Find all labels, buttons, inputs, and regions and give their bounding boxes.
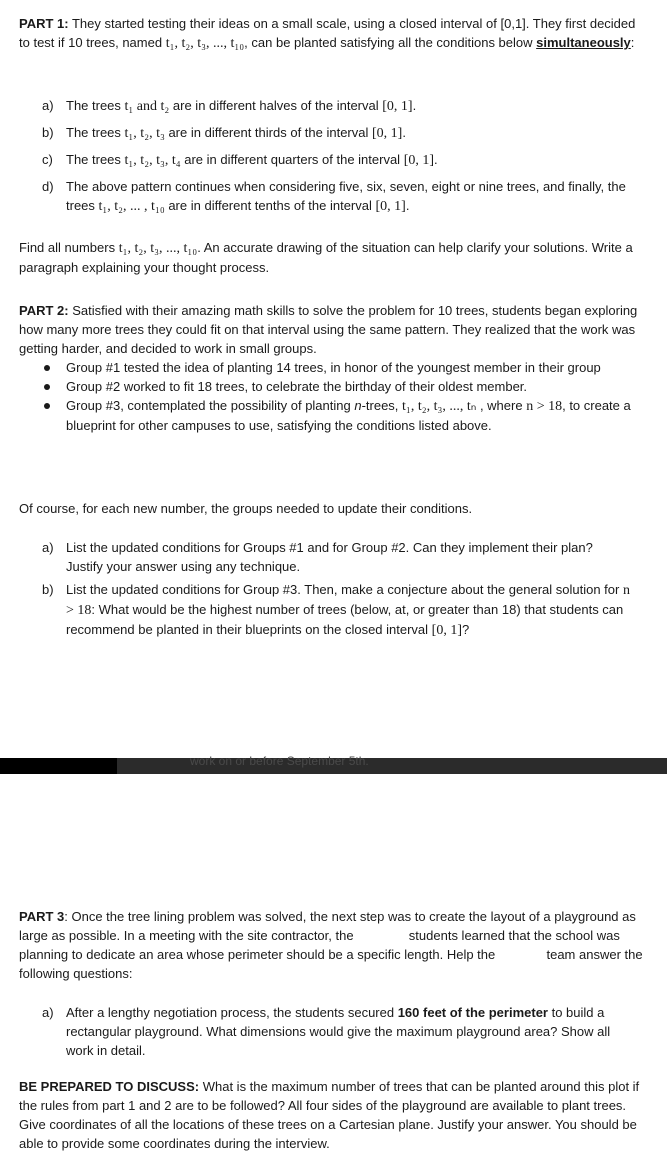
- bullet-icon: [44, 365, 50, 371]
- bullet-icon: [44, 403, 50, 409]
- part2-tasks-list: [42, 538, 632, 647]
- page-separator: [0, 754, 667, 774]
- bullet-icon: [44, 384, 50, 390]
- list-item: c) The trees t₁, t₂, t₃, t₄ are in different quarters of the interval [0, 1].: [42, 152, 438, 168]
- list-item: b) List the updated conditions for Group #3. Then, make a conjecture about the general solution for n > 18: What would be the highest number of trees (below, at, or greater than 18) that students can recommend be planted in their blueprints on the closed interval [0, 1]?: [42, 582, 630, 638]
- part1-intro: PART 1: They started testing their ideas on a small scale, using a closed interval of [0,1]. They first decided to test if 10 trees, named t₁, t₂, t₃, ..., t₁₀, can be planted satisfying all the conditions below simultaneously:: [19, 16, 636, 51]
- part3-intro: PART 3: Once the tree lining problem was solved, the next step was to create the layout of a playground as large as possible. In a meeting with the site contractor, the students learned that the school was planning to dedicate an area whose perimeter should be a specific length. Help the team answer the following questions:: [19, 909, 643, 981]
- trees-sequence: t₁, t₂, t₃, ..., t₁₀: [165, 36, 245, 51]
- page-2: [0, 774, 667, 1173]
- list-item: a) The trees t₁ and t₂ are in different halves of the interval [0, 1].: [42, 98, 417, 114]
- part2-of-course: Of course, for each new number, the groups needed to update their conditions.: [19, 501, 473, 516]
- part1-conditions-list: [42, 96, 632, 223]
- part3-tasks-list: [42, 1003, 632, 1067]
- list-item: Group #1 tested the idea of planting 14 trees, in honor of the youngest member in their group: [42, 358, 632, 377]
- part2-label: PART 2:: [19, 303, 69, 318]
- list-item: d) The above pattern continues when considering five, six, seven, eight or nine trees, and finally, the trees t₁, t₂, ... , t₁₀ are in different tenths of the interval [0, 1].: [42, 179, 626, 214]
- part2-groups-list: [42, 358, 632, 435]
- separator-black-segment: [0, 758, 117, 774]
- part3-label: PART 3: [19, 909, 65, 924]
- list-item: Group #3, contemplated the possibility of planting n-trees, t₁, t₂, t₃, ..., tₙ , where n > 18, to create a blueprint for other campuses to use, satisfying the conditions listed above.: [42, 396, 632, 435]
- discuss-label: BE PREPARED TO DISCUSS:: [19, 1079, 200, 1094]
- part2-intro: PART 2: Satisfied with their amazing math skills to solve the problem for 10 trees, students began exploring how many more trees they could fit on that interval using the same pattern. They realized that the work was getting harder, and decided to work in small groups.: [19, 303, 638, 356]
- list-item: Group #2 worked to fit 18 trees, to celebrate the birthday of their oldest member.: [42, 377, 632, 396]
- separator-ghost-text: work on or before September 5th.: [190, 754, 369, 768]
- part1-find: Find all numbers t₁, t₂, t₃, ..., t₁₀. An accurate drawing of the situation can help clarify your solutions. Write a paragraph explaining your thought process.: [19, 240, 633, 275]
- list-item: a) List the updated conditions for Groups #1 and for Group #2. Can they implement their plan? Justify your answer using any technique.: [42, 540, 593, 574]
- list-item: b) The trees t₁, t₂, t₃ are in different thirds of the interval [0, 1].: [42, 125, 406, 141]
- list-item: a) After a lengthy negotiation process, the students secured 160 feet of the perimeter to build a rectangular playground. What dimensions would give the maximum playground area? Show all work in detail.: [42, 1005, 611, 1058]
- discuss-block: BE PREPARED TO DISCUSS: What is the maximum number of trees that can be planted around this plot if the rules from part 1 and 2 are to be followed? All four sides of the playground are available to plant trees. Give coordinates of all the locations of these trees on a Cartesian plane. Justify your answer. You should be able to provide some coordinates during the interview.: [19, 1079, 640, 1151]
- simultaneously-emphasis: simultaneously: [536, 35, 631, 50]
- part1-label: PART 1:: [19, 16, 69, 31]
